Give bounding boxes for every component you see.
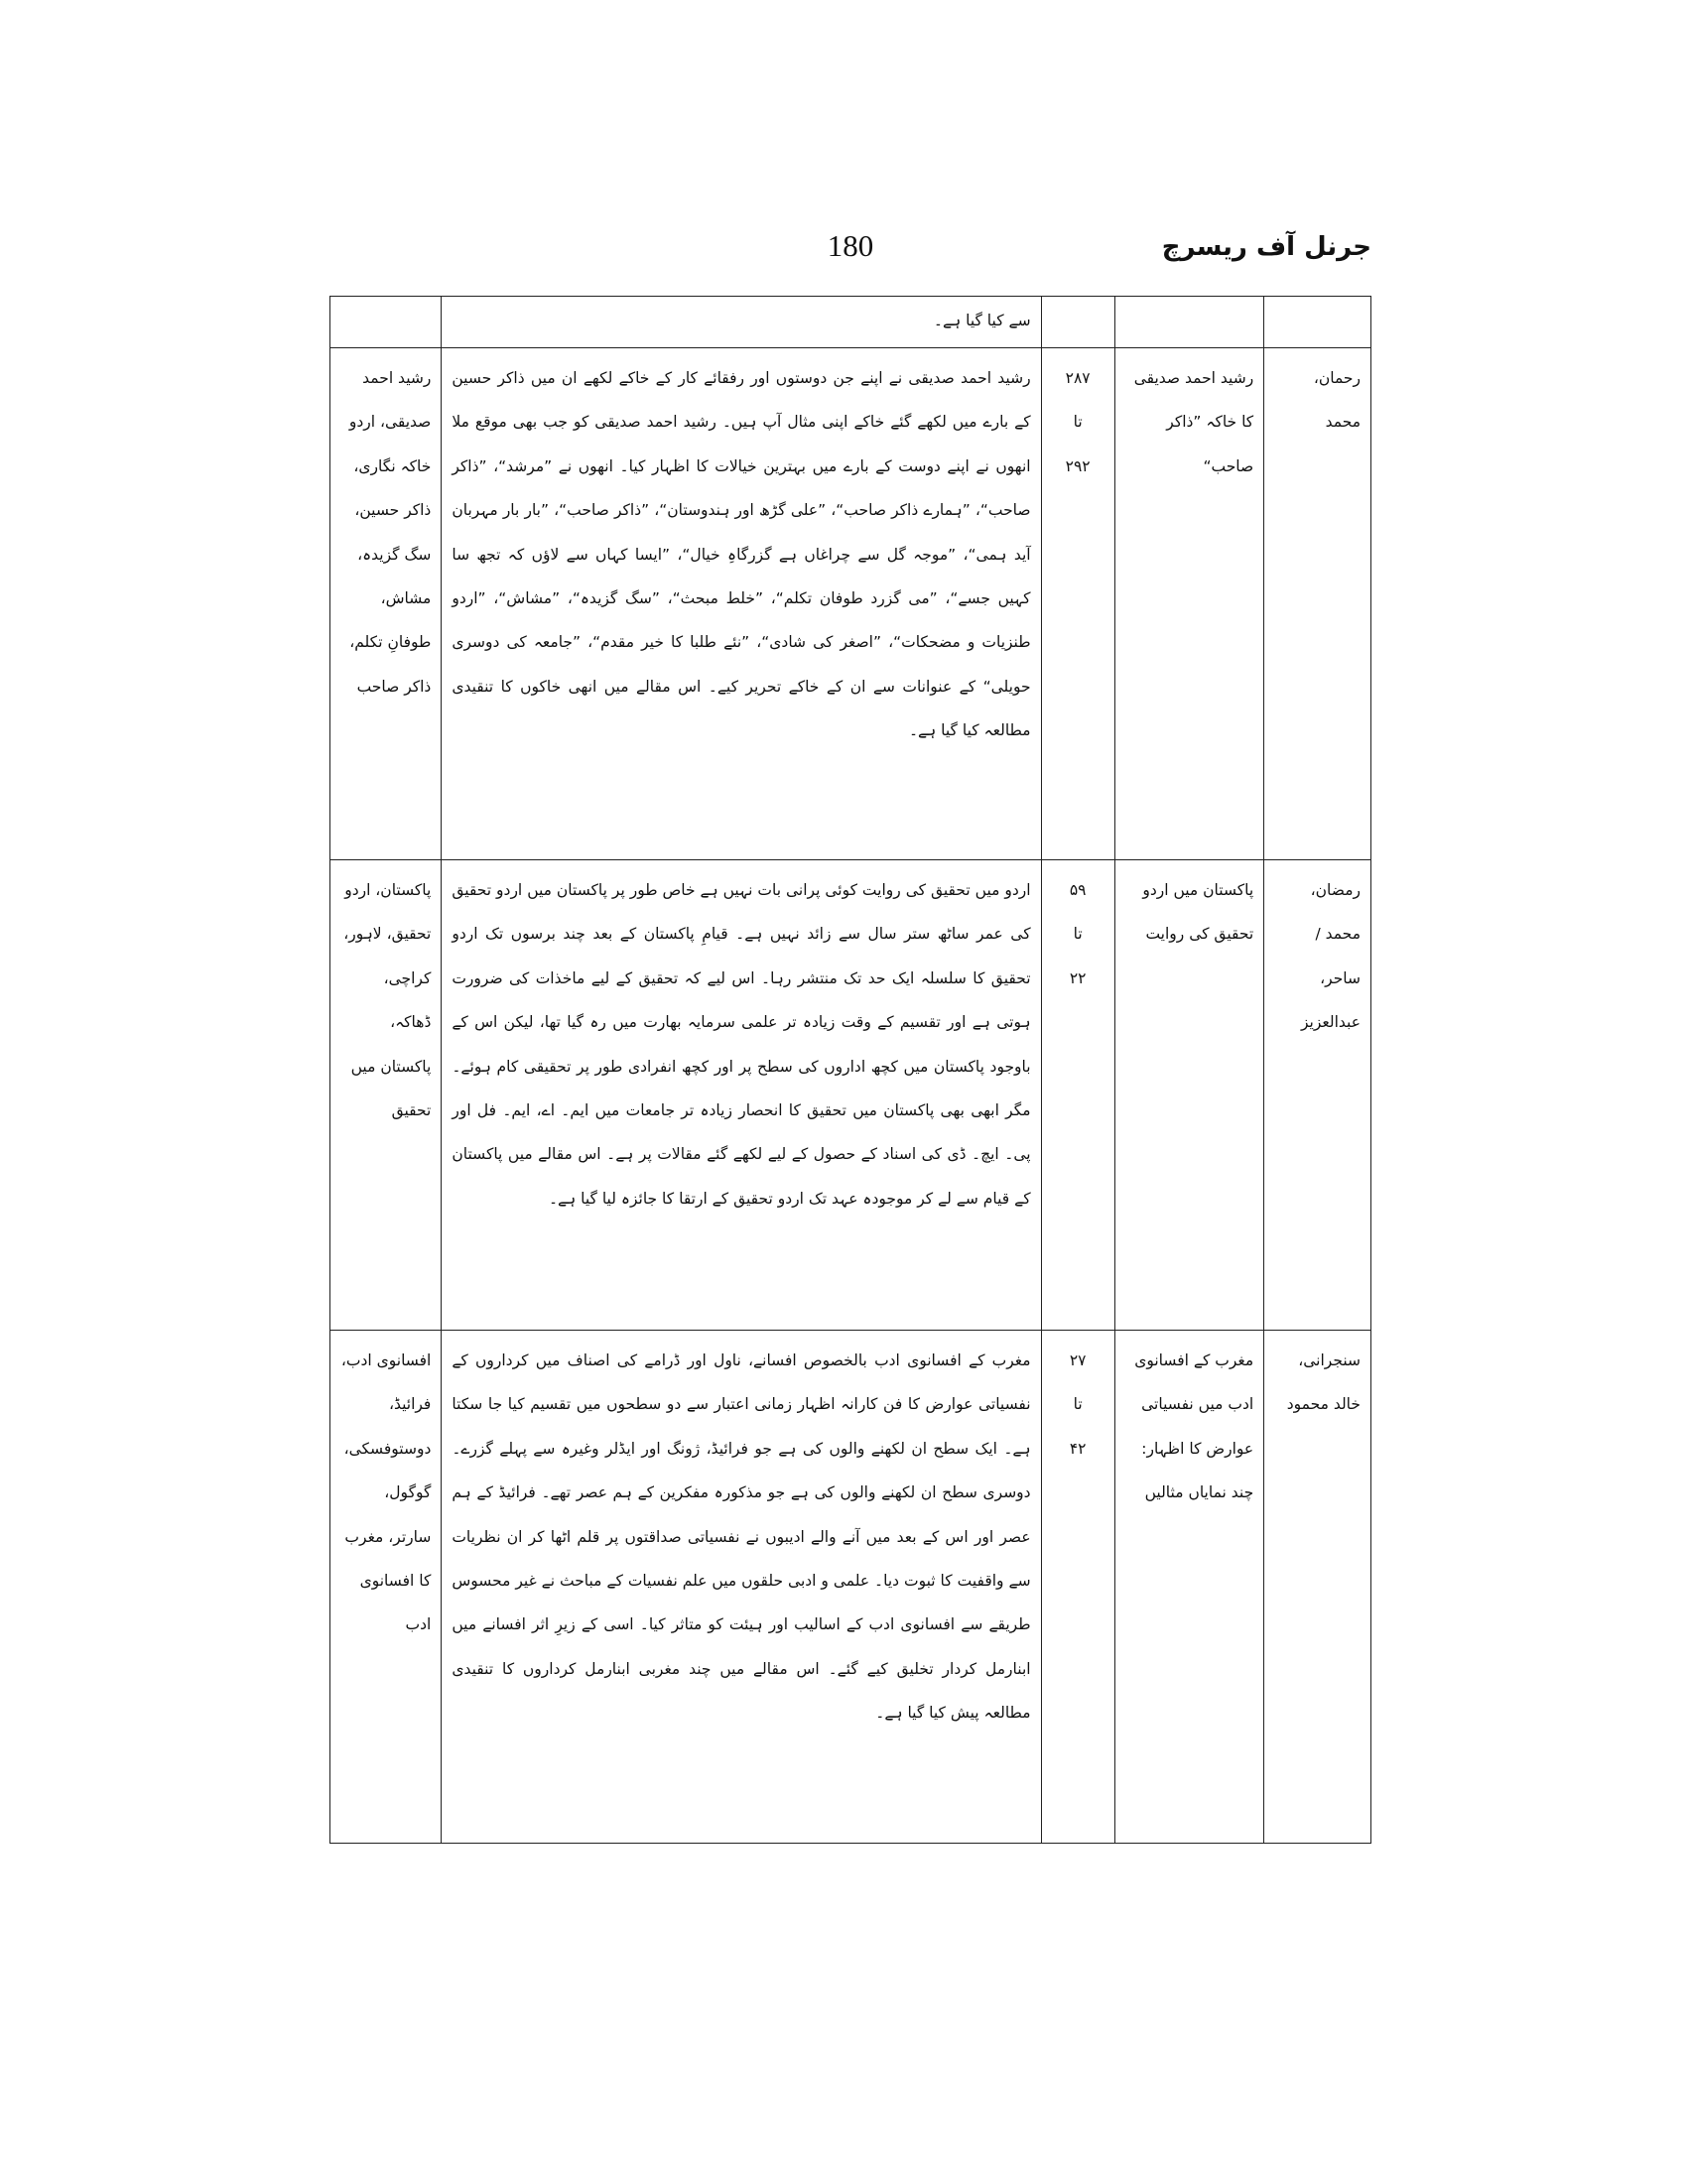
page-separator: تا xyxy=(1073,925,1083,944)
abstract-text: اردو میں تحقیق کی روایت کوئی پرانی بات نہیں ہے خاص طور پر پاکستان میں اردو تحقیق کی عمر ساٹھ ستر سال سے زائد نہیں ہے۔ قیامِ پاکستان کے بعد چند برسوں تک اردو تحقیق کا سلسلہ ایک حد تک منتشر رہا۔ اس لیے کہ تحقیق کے لیے ماخذات کی ضرورت ہوتی ہے اور تقسیم کے وقت زیادہ تر علمی سرمایہ بھارت میں رہ گیا تھا، لیکن اس کے باوجود پاکستان میں کچھ اداروں کی سطح پر اور کچھ انفرادی طور پر تحقیقی کام ہوئے۔ مگر ابھی بھی پاکستان میں تحقیق کا انحصار زیادہ تر جامعات میں ایم۔ اے، ایم۔ فل اور پی۔ ایچ۔ ڈی کی اسناد کے حصول کے لیے لکھے گئے مقالات پر ہے۔ اس مقالے میں پاکستان کے قیام سے لے کر موجودہ عہد تک اردو تحقیق کے ارتقا کا جائزہ لیا گیا ہے۔ xyxy=(452,881,1031,1208)
keywords-cell xyxy=(330,1331,442,1844)
author-text: سنجرانی، خالد محمود xyxy=(1286,1351,1361,1414)
keywords-cell xyxy=(330,860,442,1331)
page-from: ۲۸۷ xyxy=(1065,369,1091,387)
page-range xyxy=(1052,868,1104,1000)
records-table xyxy=(329,296,1371,1844)
abstract-text: رشید احمد صدیقی نے اپنے جن دوستوں اور رفقائے کار کے خاکے لکھے ان میں ذاکر حسین کے بارے میں لکھے گئے خاکے اپنی مثال آپ ہیں۔ رشید احمد صدیقی کو جب بھی موقع ملا انھوں نے اپنے دوست کے بارے میں بہترین خیالات کا اظہار کیا۔ انھوں نے ”مرشد“، ”ذاکر صاحب“، ”ہمارے ذاکر صاحب“، ”علی گڑھ اور ہندوستان“، ”ذاکر صاحب“، ”بار بار مہربان آید ہمی“، ”موجہ گل سے چراغاں ہے گزرگاہِ خیال“، ”ایسا کہاں سے لاؤں کہ تجھ سا کہیں جسے“، ”می گزرد طوفان تکلم“، ”خلط مبحث“، ”سگ گزیدہ“، ”مشاش“، ”اردو طنزیات و مضحکات“، ”اصغر کی شادی“، ”نئے طلبا کا خیر مقدم“، ”جامعہ کی دوسری حویلی“ کے عنوانات سے ان کے خاکے تحریر کیے۔ اس مقالے میں انھی خاکوں کا تنقیدی مطالعہ کیا گیا ہے۔ xyxy=(452,369,1031,740)
page-separator: تا xyxy=(1073,413,1083,432)
table-row xyxy=(330,1331,1371,1844)
keywords-cell xyxy=(330,297,442,348)
table-row xyxy=(330,860,1371,1331)
continuation-text: سے کیا گیا ہے۔ xyxy=(933,312,1031,329)
author-cell xyxy=(1264,860,1371,1331)
table-row xyxy=(330,348,1371,860)
page-to: ۲۲ xyxy=(1069,968,1087,987)
title-cell xyxy=(1114,1331,1263,1844)
title-cell xyxy=(1114,348,1263,860)
abstract-cell xyxy=(442,348,1041,860)
abstract-text: مغرب کے افسانوی ادب بالخصوص افسانے، ناول اور ڈرامے کی اصناف میں کرداروں کے نفسیاتی عوارض کا فن کارانہ اظہار زمانی اعتبار سے دو سطحوں میں تقسیم کیا جا سکتا ہے۔ ایک سطح ان لکھنے والوں کی ہے جو فرائیڈ، ژونگ اور ایڈلر وغیرہ سے پہلے گزرے۔ دوسری سطح ان لکھنے والوں کی ہے جو مذکورہ مفکرین کے ہم عصر تھے۔ فرائیڈ کے ہم عصر اور اس کے بعد میں آنے والے ادیبوں نے نفسیاتی صداقتوں پر قلم اٹھا کر ان نظریات سے واقفیت کا ثبوت دیا۔ علمی و ادبی حلقوں میں علم نفسیات کے مباحث نے غیر محسوس طریقے سے افسانوی ادب کے اسالیب اور ہیئت کو متاثر کیا۔ اسی کے زیرِ اثر افسانے میں ابنارمل کردار تخلیق کیے گئے۔ اس مقالے میں چند مغربی ابنارمل کرداروں کا تنقیدی مطالعہ پیش کیا گیا ہے۔ xyxy=(452,1351,1031,1723)
page-to: ۲۹۲ xyxy=(1065,456,1091,475)
page-separator: تا xyxy=(1073,1395,1083,1414)
abstract-cell xyxy=(442,1331,1041,1844)
pages-cell xyxy=(1041,860,1114,1331)
author-text: رحمان، محمد xyxy=(1313,369,1361,432)
abstract-cell xyxy=(442,860,1041,1331)
keywords-text: افسانوی ادب، فرائیڈ، دوستوفسکی، گوگول، سارتر، مغرب کا افسانوی ادب xyxy=(340,1351,432,1634)
page-range xyxy=(1052,356,1104,488)
page-range xyxy=(1052,1339,1104,1471)
pages-cell xyxy=(1041,297,1114,348)
pages-cell xyxy=(1041,348,1114,860)
table-row-continuation xyxy=(330,297,1371,348)
page-number: 180 xyxy=(827,228,874,263)
keywords-text: پاکستان، اردو تحقیق، لاہور، کراچی، ڈھاکہ، پاکستان میں تحقیق xyxy=(343,881,432,1120)
page-from: ۲۷ xyxy=(1069,1351,1087,1369)
page-to: ۴۲ xyxy=(1069,1439,1087,1458)
title-text: مغرب کے افسانوی ادب میں نفسیاتی عوارض کا اظہار: چند نمایاں مثالیں xyxy=(1134,1351,1254,1502)
author-cell xyxy=(1264,1331,1371,1844)
title-cell xyxy=(1114,297,1263,348)
title-text: پاکستان میں اردو تحقیق کی روایت xyxy=(1142,881,1254,944)
title-text: رشید احمد صدیقی کا خاکہ ”ذاکر صاحب“ xyxy=(1133,369,1254,475)
keywords-cell xyxy=(330,348,442,860)
title-cell xyxy=(1114,860,1263,1331)
abstract-cell xyxy=(442,297,1041,348)
keywords-text: رشید احمد صدیقی، اردو خاکہ نگاری، ذاکر حسین، سگ گزیدہ، مشاش، طوفانِ تکلم، ذاکر صاحب xyxy=(348,369,432,696)
journal-title: جرنل آف ریسرچ xyxy=(1161,232,1371,262)
author-text: رمضان، محمد / ساحر، عبدالعزیز xyxy=(1301,881,1361,1032)
pages-cell xyxy=(1041,1331,1114,1844)
author-cell xyxy=(1264,297,1371,348)
page-from: ۵۹ xyxy=(1069,881,1087,899)
page-header xyxy=(329,226,1371,286)
author-cell xyxy=(1264,348,1371,860)
